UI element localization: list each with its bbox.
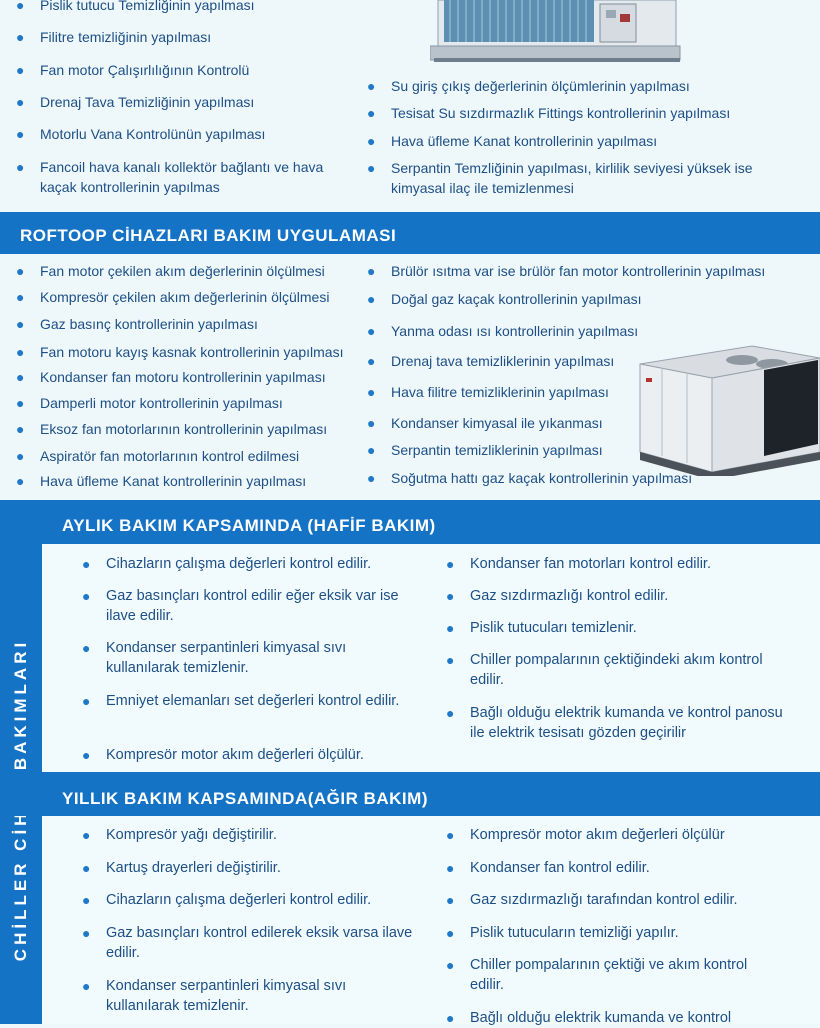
bullet-icon: ●: [446, 1010, 455, 1026]
bullet-icon: ●: [446, 957, 455, 973]
bullet-icon: ●: [446, 860, 455, 876]
bullet-icon: ●: [16, 448, 25, 464]
rooftop-title: ROFTOOP CİHAZLARI BAKIM UYGULAMASI: [20, 226, 397, 245]
list-item: ● Chiller pompalarının çektiğindeki akım kontrol edilir.: [446, 652, 763, 688]
bullet-icon: ●: [82, 588, 91, 604]
list-item: ● Hava üfleme Kanat kontrollerinin yapılması: [367, 133, 658, 149]
list-item: ● Yanma odası ısı kontrollerinin yapılması: [367, 323, 639, 339]
list-item: ● Eksoz fan motorlarının kontrollerinin yapılması: [16, 421, 328, 437]
bullet-icon: ●: [367, 353, 376, 369]
list-item: ● Cihazların çalışma değerleri kontrol edilir.: [82, 556, 372, 572]
bullet-icon: ●: [16, 473, 25, 489]
bullet-icon: ●: [82, 925, 91, 941]
bullet-icon: ●: [82, 747, 91, 763]
bullet-icon: ●: [82, 640, 91, 656]
bullet-icon: ●: [16, 94, 25, 110]
list-item: ● Fan motoru kayış kasnak kontrollerinin yapılması: [16, 344, 344, 360]
list-item: ● Pislik tutucuları temizlenir.: [446, 620, 637, 636]
list-item: ● Su giriş çıkış değerlerinin ölçümlerinin yapılması: [367, 78, 690, 94]
list-item: ● Gaz basınçları kontrol edilir eğer eksik var ise ilave edilir.: [82, 588, 399, 624]
list-item: ● Fancoil hava kanalı kollektör bağlantı ve hava kaçak kontrollerinin yapılmas: [16, 159, 324, 195]
monthly-header-band: [0, 500, 820, 544]
monthly-title: AYLIK BAKIM KAPSAMINDA (HAFİF BAKIM): [62, 516, 436, 535]
list-item: ● Cihazların çalışma değerleri kontrol edilir.: [82, 892, 372, 908]
bullet-icon: ●: [446, 925, 455, 941]
list-item: ● Bağlı olduğu elektrik kumanda ve kontrol panosu ile elektrik tesisatı gözden geçirilir: [446, 705, 783, 741]
bullet-icon: ●: [16, 126, 25, 142]
bullet-icon: ●: [16, 395, 25, 411]
bullet-icon: ●: [446, 892, 455, 908]
bullet-icon: ●: [82, 556, 91, 572]
bullet-icon: ●: [367, 291, 376, 307]
list-item: ● Tesisat Su sızdırmazlık Fittings kontrollerinin yapılması: [367, 105, 731, 121]
bullet-icon: ●: [367, 470, 376, 486]
bullet-icon: ●: [446, 588, 455, 604]
rooftop-header-band: [0, 212, 820, 254]
list-item: ● Soğutma hattı gaz kaçak kontrollerinin yapılması: [367, 470, 693, 486]
bullet-icon: ●: [16, 369, 25, 385]
list-item: ● Aspiratör fan motorlarının kontrol edilmesi: [16, 448, 300, 464]
list-item: ● Kondanser fan motoru kontrollerinin yapılması: [16, 369, 326, 385]
list-item: ● Kompresör çekilen akım değerlerinin ölçülmesi: [16, 289, 330, 305]
list-item: ● Drenaj tava temizliklerinin yapılması: [367, 353, 615, 369]
list-item: ● Emniyet elemanları set değerleri kontrol edilir.: [82, 693, 400, 709]
list-item: ● Kompresör motor akım değerleri ölçülür: [446, 827, 725, 843]
list-item: ● Kondanser kimyasal ile yıkanması: [367, 415, 603, 431]
list-item: ● Pislik tutucu Temizliğinin yapılması: [40, 0, 370, 15]
yearly-header-band: [0, 772, 820, 816]
bullet-icon: ●: [367, 442, 376, 458]
bullet-icon: ●: [446, 652, 455, 668]
bullet-icon: ●: [16, 62, 25, 78]
list-item: ● Kondanser fan motorları kontrol edilir.: [446, 556, 711, 572]
list-item: ● Gaz sızdırmazlığı tarafından kontrol edilir.: [446, 892, 738, 908]
bullet-icon: ●: [446, 620, 455, 636]
list-item: ● Kondanser fan kontrol edilir.: [446, 860, 650, 876]
list-item: ● Fan motor Çalışırlılığının Kontrolü: [16, 62, 250, 78]
list-item: ● Hava filitre temizliklerinin yapılması: [367, 384, 609, 400]
bullet-icon: ●: [367, 415, 376, 431]
list-item: ● Bağlı olduğu elektrik kumanda ve kontrol: [446, 1010, 732, 1026]
bullet-icon: ●: [367, 263, 376, 279]
bullet-icon: ●: [16, 29, 25, 45]
list-item: ● Gaz sızdırmazlığı kontrol edilir.: [446, 588, 669, 604]
list-item: ● Pislik tutucuların temizliği yapılır.: [446, 925, 679, 941]
bullet-icon: ●: [16, 421, 25, 437]
list-item: ● Kartuş drayerleri değiştirilir.: [82, 860, 281, 876]
list-item: ● Hava üfleme Kanat kontrollerinin yapılması: [16, 473, 307, 489]
bullet-icon: ●: [367, 384, 376, 400]
list-item: ● Damperli motor kontrollerinin yapılması: [16, 395, 283, 411]
list-item: ● Gaz basınç kontrollerinin yapılması: [16, 316, 258, 332]
bullet-icon: ●: [16, 316, 25, 332]
list-item: ● Drenaj Tava Temizliğinin yapılması: [16, 94, 255, 110]
bullet-icon: ●: [446, 705, 455, 721]
yearly-title: YILLIK BAKIM KAPSAMINDA(AĞIR BAKIM): [62, 789, 428, 808]
list-item: ● Kompresör motor akım değerleri ölçülür.: [82, 747, 364, 763]
bullet-icon: ●: [82, 978, 91, 994]
bullet-icon: ●: [367, 160, 376, 176]
bullet-icon: ●: [367, 105, 376, 121]
bullet-icon: ●: [82, 827, 91, 843]
bullet-icon: ●: [367, 133, 376, 149]
bullet-icon: ●: [16, 289, 25, 305]
bullet-icon: ●: [446, 827, 455, 843]
list-item: ● Gaz basınçları kontrol edilerek eksik varsa ilave edilir.: [82, 925, 413, 961]
bullet-icon: ●: [16, 0, 25, 13]
fancoil-unit-image: [430, 0, 690, 66]
bullet-icon: ●: [16, 159, 25, 175]
list-item: ● Kondanser serpantinleri kimyasal sıvı kullanılarak temizlenir.: [82, 978, 347, 1014]
list-item: ● Chiller pompalarının çektiği ve akım kontrol edilir.: [446, 957, 748, 993]
list-item: ● Doğal gaz kaçak kontrollerinin yapılması: [367, 291, 642, 307]
list-item: ● Kondanser serpantinleri kimyasal sıvı kullanılarak temizlenir.: [82, 640, 347, 676]
bullet-icon: ●: [446, 556, 455, 572]
rooftop-unit-image: [632, 344, 820, 476]
list-item: ● Brülör ısıtma var ise brülör fan motor kontrollerinin yapılması: [367, 263, 766, 279]
bullet-icon: ●: [16, 263, 25, 279]
list-item: ● Serpantin Temzliğinin yapılması, kirlilik seviyesi yüksek ise kimyasal ilaç ile temizlenmesi: [367, 160, 753, 196]
bullet-icon: ●: [16, 344, 25, 360]
list-item: ● Fan motor çekilen akım değerlerinin ölçülmesi: [16, 263, 325, 279]
bullet-icon: ●: [82, 693, 91, 709]
bullet-icon: ●: [82, 892, 91, 908]
list-item: ● Filitre temizliğinin yapılması: [16, 29, 212, 45]
bullet-icon: ●: [367, 323, 376, 339]
list-item: ● Kompresör yağı değiştirilir.: [82, 827, 277, 843]
list-item: ● Motorlu Vana Kontrolünün yapılması: [16, 126, 266, 142]
bullet-icon: ●: [367, 78, 376, 94]
list-item: ● Serpantin temizliklerinin yapılması: [367, 442, 603, 458]
bullet-icon: ●: [82, 860, 91, 876]
